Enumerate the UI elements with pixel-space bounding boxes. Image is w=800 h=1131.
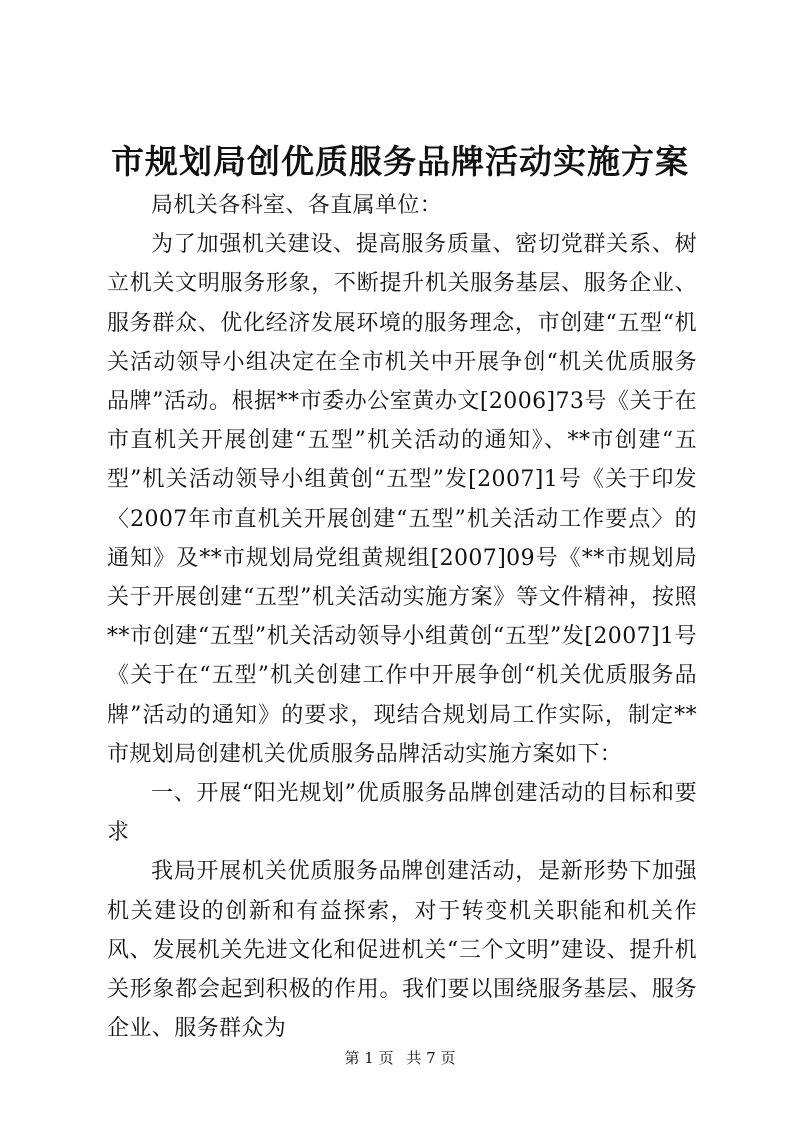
page-footer bbox=[0, 1048, 800, 1068]
page-number: 第 1 页 bbox=[344, 1049, 394, 1067]
page-total: 共 7 页 bbox=[406, 1049, 456, 1067]
document-title: 市规划局创优质服务品牌活动实施方案 bbox=[111, 142, 689, 181]
section-heading-1: 一、开展“阳光规划”优质服务品牌创建活动的目标和要求 bbox=[107, 781, 697, 846]
salutation: 局机关各科室、各直属单位： bbox=[151, 193, 443, 218]
paragraph-intro: 为了加强机关建设、提高服务质量、密切党群关系、树立机关文明服务形象，不断提升机关服务基层、服务企业、服务群众、优化经济发展环境的服务理念，市创建“五型“机关活动领导小组决定在全市机关中开展争创“机关优质服务品牌”活动。根据**市委办公室黄办文[2006]73号《关于在市直机关开展创建“五型”机关活动的通知》、**市创建“五型”机关活动领导小组黄创“五型”发[2007]1号《关于印发〈2007年市直机关开展创建“五型”机关活动工作要点〉的通知》及**市规划局党组黄规组[2007]09号《**市规划局关于开展创建“五型”机关活动实施方案》等文件精神，按照**市创建“五型”机关活动领导小组黄创“五型”发[2007]1号《关于在“五型”机关创建工作中开展争创“机关优质服务品牌”活动的通知》的要求，现结合规划局工作实际，制定**市规划局创建机关优质服务品牌活动实施方案如下： bbox=[107, 232, 697, 767]
document-body bbox=[107, 186, 697, 1048]
paragraph-section-1: 我局开展机关优质服务品牌创建活动，是新形势下加强机关建设的创新和有益探索，对于转变机关职能和机关作风、发展机关先进文化和促进机关“三个文明”建设、提升机关形象都会起到积极的作用。我们要以围绕服务基层、服务企业、服务群众为 bbox=[107, 859, 697, 1042]
